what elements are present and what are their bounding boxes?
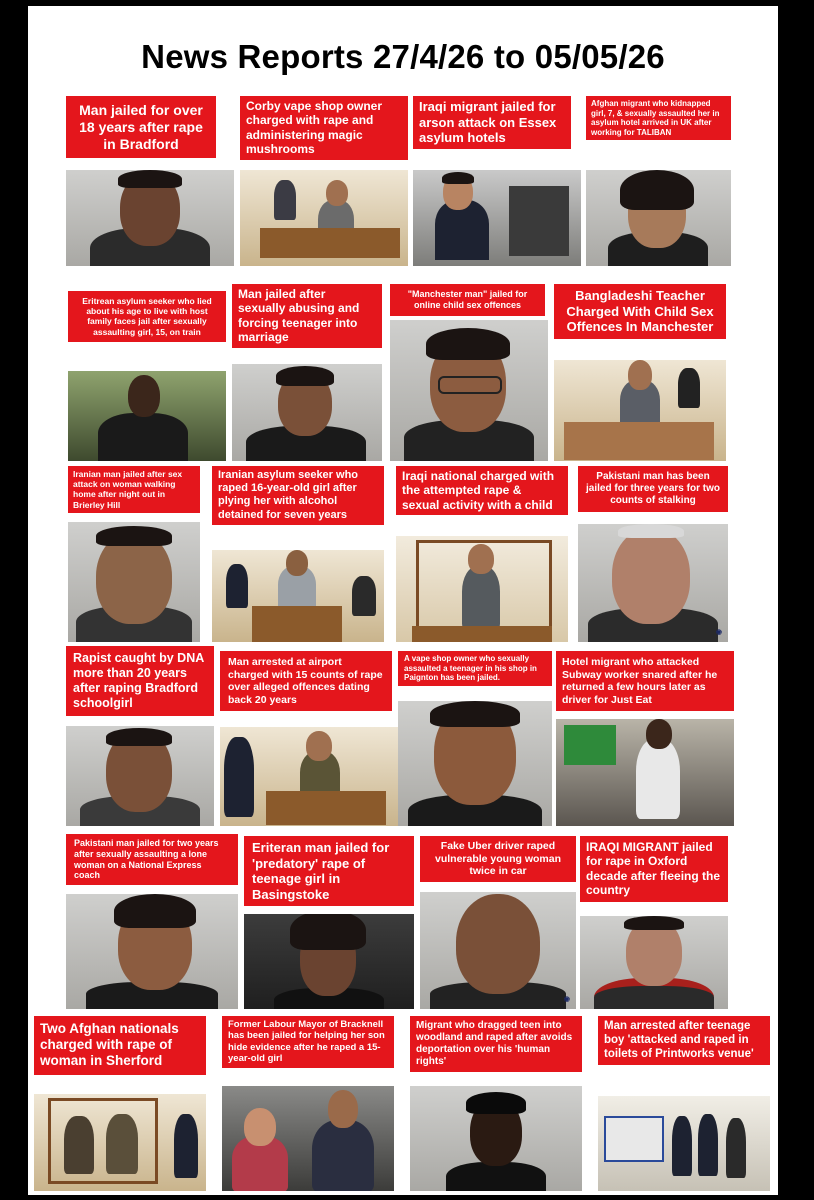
story-card bbox=[68, 466, 200, 642]
story-caption: Fake Uber driver raped vulnerable young woman twice in car bbox=[420, 836, 576, 882]
story-caption: Iraqi migrant jailed for arson attack on Essex asylum hotels bbox=[413, 96, 571, 149]
mugshot-photo bbox=[390, 320, 548, 461]
story-card bbox=[390, 284, 548, 461]
story-card bbox=[244, 836, 414, 1009]
courtroom-sketch bbox=[554, 360, 726, 461]
story-caption: Bangladeshi Teacher Charged With Child Sex Offences In Manchester bbox=[554, 284, 726, 339]
story-caption: "Manchester man" jailed for online child sex offences bbox=[390, 284, 545, 316]
story-card bbox=[580, 836, 728, 1009]
story-card bbox=[66, 834, 238, 1009]
page-title: News Reports 27/4/26 to 05/05/26 bbox=[141, 38, 665, 75]
courtroom-sketch bbox=[34, 1094, 206, 1191]
courtroom-sketch bbox=[240, 170, 408, 266]
mugshot-photo bbox=[68, 522, 200, 642]
story-card bbox=[420, 836, 576, 1009]
story-card bbox=[413, 96, 581, 266]
mugshot-photo bbox=[66, 894, 238, 1009]
story-caption: Former Labour Mayor of Bracknell has been jailed for helping her son hide evidence after he raped a 15-year-old girl bbox=[222, 1016, 394, 1068]
story-caption: Pakistani man has been jailed for three years for two counts of stalking bbox=[578, 466, 728, 512]
story-card bbox=[66, 646, 214, 826]
story-card bbox=[220, 651, 398, 826]
mugshot-photo bbox=[66, 726, 214, 826]
mugshot-photo bbox=[398, 701, 552, 826]
story-caption: Man jailed after sexually abusing and forcing teenager into marriage bbox=[232, 284, 382, 348]
story-card bbox=[240, 96, 408, 266]
story-card bbox=[232, 284, 382, 461]
story-caption: A vape shop owner who sexually assaulted a teenager in his shop in Paignton has been jailed. bbox=[398, 651, 552, 686]
story-caption: IRAQI MIGRANT jailed for rape in Oxford decade after fleeing the country bbox=[580, 836, 728, 902]
story-card bbox=[578, 466, 728, 642]
story-card bbox=[398, 651, 552, 826]
story-caption: Pakistani man jailed for two years after sexually assaulting a lone woman on a National Express coach bbox=[66, 834, 238, 885]
mugshot-photo bbox=[580, 916, 728, 1009]
mugshot-photo bbox=[410, 1086, 582, 1191]
news-collage bbox=[28, 6, 778, 1195]
story-caption: Corby vape shop owner charged with rape and administering magic mushrooms bbox=[240, 96, 408, 160]
story-card bbox=[554, 284, 726, 461]
street-photo bbox=[413, 170, 581, 266]
mugshot-photo bbox=[232, 364, 382, 461]
story-caption: Iraqi national charged with the attempted rape & sexual activity with a child bbox=[396, 466, 568, 515]
story-card bbox=[222, 1016, 394, 1191]
story-caption: Two Afghan nationals charged with rape of woman in Sherford bbox=[34, 1016, 206, 1075]
police-logo: ◉ bbox=[563, 996, 570, 1003]
outdoor-photo bbox=[68, 371, 226, 461]
mugshot-photo bbox=[586, 170, 731, 266]
story-caption: Migrant who dragged teen into woodland and raped after avoids deportation over his 'human rights' bbox=[410, 1016, 582, 1072]
story-caption: Afghan migrant who kidnapped girl, 7, & sexually assaulted her in asylum hotel arrived in UK after working for TALIBAN bbox=[586, 96, 731, 140]
street-scene-sketch bbox=[598, 1096, 770, 1191]
story-caption: Rapist caught by DNA more than 20 years after raping Bradford schoolgirl bbox=[66, 646, 214, 716]
story-caption: Eriteran man jailed for 'predatory' rape of teenage girl in Basingstoke bbox=[244, 836, 414, 906]
story-card bbox=[212, 466, 384, 642]
story-card bbox=[586, 96, 731, 266]
story-card bbox=[396, 466, 568, 642]
story-caption: Iranian man jailed after sex attack on woman walking home after night out in Brierley Hill bbox=[68, 466, 200, 513]
story-card bbox=[68, 291, 226, 461]
street-photo bbox=[556, 719, 734, 826]
mugshot-photo bbox=[66, 170, 234, 266]
story-caption: Eritrean asylum seeker who lied about his age to live with host family faces jail after sexually assaulting girl, 15, on train bbox=[68, 291, 226, 342]
story-caption: Man arrested after teenage boy 'attacked and raped in toilets of Printworks venue' bbox=[598, 1016, 770, 1065]
mugshot-photo bbox=[420, 892, 576, 1009]
courtroom-sketch bbox=[396, 536, 568, 642]
event-photo bbox=[222, 1086, 394, 1191]
story-caption: Iranian asylum seeker who raped 16-year-old girl after plying her with alcohol detained for seven years bbox=[212, 466, 384, 525]
courtroom-sketch bbox=[220, 727, 398, 826]
story-caption: Man jailed for over 18 years after rape in Bradford bbox=[66, 96, 216, 158]
story-card bbox=[66, 96, 234, 266]
police-logo: ◉ bbox=[715, 629, 722, 636]
story-card bbox=[598, 1016, 770, 1191]
story-card bbox=[34, 1016, 206, 1191]
courtroom-sketch bbox=[212, 550, 384, 642]
story-card bbox=[556, 651, 734, 826]
mugshot-photo bbox=[244, 914, 414, 1009]
mugshot-photo bbox=[578, 524, 728, 642]
story-caption: Hotel migrant who attacked Subway worker snared after he returned a few hours later as driver for Just Eat bbox=[556, 651, 734, 711]
story-caption: Man arrested at airport charged with 15 counts of rape over alleged offences dating back 20 years bbox=[220, 651, 392, 711]
story-card bbox=[410, 1016, 582, 1191]
